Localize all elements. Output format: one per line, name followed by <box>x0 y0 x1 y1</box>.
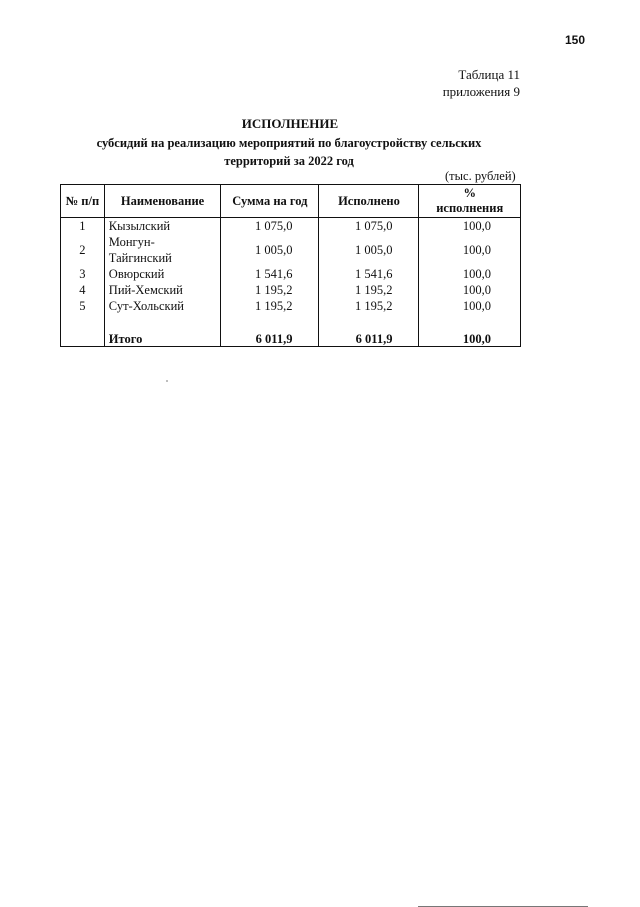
header-row <box>61 185 521 218</box>
row-name: Пий-Хемский <box>104 282 220 298</box>
row-percent: 100,0 <box>419 234 521 266</box>
row-percent: 100,0 <box>419 266 521 282</box>
row-executed: 1 541,6 <box>319 266 419 282</box>
subtitle-line-2: территорий за 2022 год <box>224 154 354 168</box>
total-percent: 100,0 <box>419 332 521 347</box>
table-row <box>61 218 521 235</box>
table-row <box>61 282 521 298</box>
spacer-cell <box>221 314 319 332</box>
total-label: Итого <box>104 332 220 347</box>
execution-table <box>60 184 521 347</box>
row-name: Овюрский <box>104 266 220 282</box>
header-executed: Исполнено <box>319 185 419 218</box>
subtitle-line-1: субсидий на реализацию мероприятий по благоустройству сельских <box>96 136 482 150</box>
row-name: Монгун-Тайгинский <box>104 234 220 266</box>
row-number: 2 <box>61 234 105 266</box>
row-annual-sum: 1 005,0 <box>221 234 319 266</box>
appendix-annex-label: приложения 9 <box>442 84 520 99</box>
total-row <box>61 332 521 347</box>
table-row <box>61 266 521 282</box>
header-number: № п/п <box>61 185 105 218</box>
table-header <box>61 185 521 218</box>
row-percent: 100,0 <box>419 282 521 298</box>
row-percent: 100,0 <box>419 218 521 235</box>
row-percent: 100,0 <box>419 298 521 314</box>
header-name: Наименование <box>104 185 220 218</box>
total-executed: 6 011,9 <box>319 332 419 347</box>
row-number: 4 <box>61 282 105 298</box>
spacer-cell <box>319 314 419 332</box>
row-number: 5 <box>61 298 105 314</box>
appendix-table-label: Таблица 11 <box>458 67 520 82</box>
row-number: 1 <box>61 218 105 235</box>
appendix-reference <box>443 66 520 100</box>
header-percent <box>419 185 521 218</box>
scan-speck <box>166 380 168 382</box>
spacer-cell <box>61 314 105 332</box>
spacer-cell <box>104 314 220 332</box>
spacer-cell <box>419 314 521 332</box>
header-percent-label: исполнения <box>436 201 504 215</box>
document-title: ИСПОЛНЕНИЕ <box>241 116 339 131</box>
table-spacer-row <box>61 314 521 332</box>
row-annual-sum: 1 195,2 <box>221 282 319 298</box>
header-percent-sign: % <box>463 186 476 200</box>
row-executed: 1 005,0 <box>319 234 419 266</box>
row-executed: 1 195,2 <box>319 282 419 298</box>
row-annual-sum: 1 541,6 <box>221 266 319 282</box>
total-annual-sum: 6 011,9 <box>221 332 319 347</box>
row-name: Кызылский <box>104 218 220 235</box>
document-subtitle <box>0 134 578 170</box>
header-annual-sum: Сумма на год <box>221 185 319 218</box>
table-row <box>61 298 521 314</box>
table-row <box>61 234 521 266</box>
row-name: Сут-Хольский <box>104 298 220 314</box>
row-executed: 1 075,0 <box>319 218 419 235</box>
row-annual-sum: 1 075,0 <box>221 218 319 235</box>
units-note: (тыс. рублей) <box>445 169 516 183</box>
row-executed: 1 195,2 <box>319 298 419 314</box>
total-number <box>61 332 105 347</box>
table-body <box>61 218 521 347</box>
page-number: 150 <box>565 33 586 47</box>
row-annual-sum: 1 195,2 <box>221 298 319 314</box>
row-number: 3 <box>61 266 105 282</box>
